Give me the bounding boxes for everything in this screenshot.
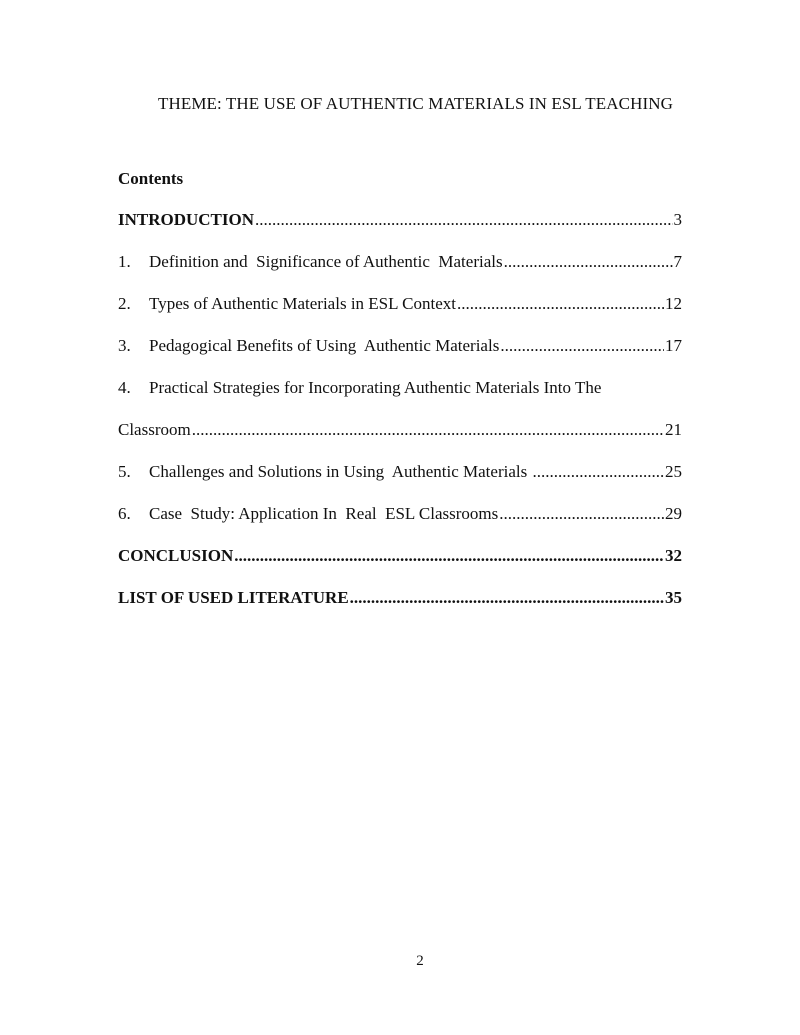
toc-dot-leader bbox=[532, 462, 664, 482]
page-number: 2 bbox=[416, 953, 424, 969]
toc-entry-4[interactable] bbox=[118, 378, 682, 402]
toc-entry-introduction[interactable] bbox=[118, 210, 682, 234]
toc-entry-page: 3 bbox=[673, 210, 682, 229]
toc-dot-leader bbox=[192, 420, 664, 440]
toc-entry-title: LIST OF USED LITERATURE bbox=[118, 588, 349, 607]
toc-entry-conclusion[interactable] bbox=[118, 546, 682, 570]
document-theme-title: THEME: THE USE OF AUTHENTIC MATERIALS IN ESL TEACHING bbox=[158, 94, 673, 113]
toc-entry-page: 25 bbox=[665, 462, 682, 481]
toc-entry-literature[interactable] bbox=[118, 588, 682, 612]
toc-entry-title: Challenges and Solutions in Using Authentic Materials bbox=[149, 462, 532, 481]
toc-entry-page: 7 bbox=[673, 252, 682, 271]
toc-entry-number: 6. bbox=[118, 504, 131, 523]
contents-heading: Contents bbox=[118, 169, 184, 188]
toc-dot-leader bbox=[255, 210, 672, 230]
toc-entry-title: Pedagogical Benefits of Using Authentic Materials bbox=[149, 336, 500, 355]
toc-dot-leader bbox=[500, 336, 664, 356]
toc-entry-page: 21 bbox=[665, 420, 682, 439]
toc-entry-number: 2. bbox=[118, 294, 131, 313]
toc-dot-leader bbox=[499, 504, 664, 524]
toc-entry-5[interactable] bbox=[118, 462, 682, 486]
toc-entry-title: Classroom bbox=[118, 420, 191, 439]
toc-entry-page: 32 bbox=[665, 546, 682, 565]
toc-entry-number: 3. bbox=[118, 336, 131, 355]
toc-entry-title: Types of Authentic Materials in ESL Context bbox=[149, 294, 456, 313]
toc-dot-leader bbox=[350, 588, 664, 608]
toc-entry-number: 4. bbox=[118, 378, 131, 397]
toc-entry-title: Practical Strategies for Incorporating Authentic Materials Into The bbox=[149, 378, 602, 397]
toc-entry-number: 1. bbox=[118, 252, 131, 271]
toc-entry-title: Definition and Significance of Authentic Materials bbox=[149, 252, 503, 271]
toc-entry-3[interactable] bbox=[118, 336, 682, 360]
toc-entry-2[interactable] bbox=[118, 294, 682, 318]
toc-entry-title: Case Study: Application In Real ESL Classrooms bbox=[149, 504, 499, 523]
toc-dot-leader bbox=[234, 546, 664, 566]
toc-entry-page: 17 bbox=[665, 336, 682, 355]
toc-entry-page: 35 bbox=[665, 588, 682, 607]
toc-entry-1[interactable] bbox=[118, 252, 682, 276]
toc-entry-4-continued[interactable] bbox=[118, 420, 682, 444]
toc-entry-6[interactable] bbox=[118, 504, 682, 528]
toc-entry-title: CONCLUSION bbox=[118, 546, 234, 565]
toc-entry-page: 12 bbox=[665, 294, 682, 313]
toc-entry-page: 29 bbox=[665, 504, 682, 523]
toc-dot-leader bbox=[504, 252, 673, 272]
toc-entry-number: 5. bbox=[118, 462, 131, 481]
toc-dot-leader bbox=[457, 294, 664, 314]
toc-entry-title: INTRODUCTION bbox=[118, 210, 255, 229]
